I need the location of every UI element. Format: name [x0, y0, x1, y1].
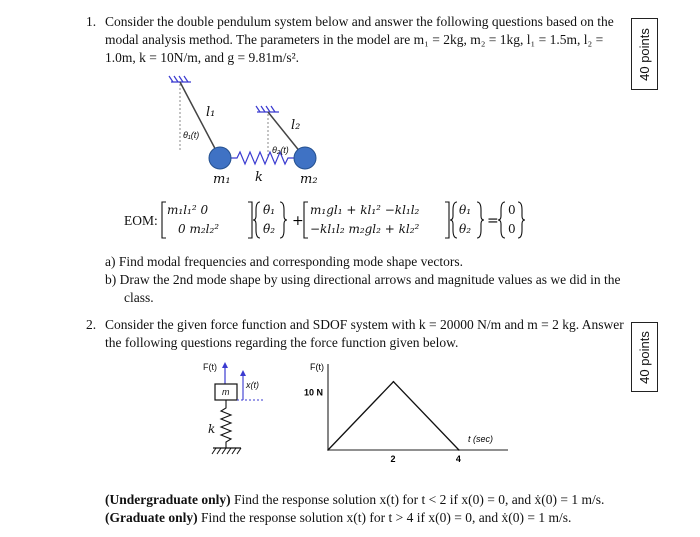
q2-points-label: 40 points	[637, 330, 653, 384]
q2-text-line1: Consider the given force function and SDOF system with k = 20000 N/m and m = 2 kg. Answer	[105, 317, 624, 332]
sdof-system-figure	[195, 360, 275, 470]
chart-point	[393, 381, 395, 383]
stiffness-matrix-row1: m₁gl₁ + kl₁² −kl₁l₂	[310, 203, 420, 217]
label-k: k	[255, 170, 263, 185]
rod1	[180, 82, 220, 158]
sdof-spring	[221, 400, 231, 448]
q2-grad-tag: (Graduate only)	[105, 510, 198, 525]
chart-x-tick: 4	[455, 454, 461, 464]
mass-matrix-row1: m₁l₁² 0	[167, 203, 209, 217]
chart-x-tick: 2	[390, 454, 396, 464]
zero-vector-row1: 0	[508, 203, 516, 217]
accel-vector-row1: θ̈₁	[263, 203, 276, 217]
pivot2-hatch	[256, 106, 279, 112]
chart-x-label: t (sec)	[468, 434, 494, 444]
q2-number: 2.	[86, 317, 97, 332]
chart-peak-label: 10 N	[304, 387, 324, 398]
q1-part-b-line2: class.	[124, 290, 154, 305]
pivot1-hatch	[169, 76, 191, 82]
label-m1: m₁	[213, 172, 231, 187]
q1-text-line3: 1.0m, k = 10N/m, and g = 9.81m/s².	[105, 50, 300, 65]
label-m2: m₂	[300, 172, 318, 187]
mass2-ball	[294, 147, 316, 169]
label-l2: l₂	[291, 118, 301, 133]
q1-text-line2: modal analysis method. The parameters in the model are m₁ = 2kg, m₂ = 1kg, l₁ = 1.5m, l₂ =	[105, 32, 604, 47]
zero-vector-row2: 0	[508, 222, 516, 236]
eom-label: EOM:	[124, 213, 158, 228]
q1-points-label: 40 points	[637, 27, 653, 81]
q1-number: 1.	[86, 14, 97, 29]
chart-point	[458, 449, 460, 451]
q2-undergrad-line	[105, 492, 604, 508]
q1-part-b-line1: b) Draw the 2nd mode shape by using directional arrows and magnitude values as we did in the	[105, 272, 621, 287]
disp-vector-row1: θ₁	[459, 203, 472, 217]
chart-force-line	[328, 382, 459, 450]
q1-text-line1: Consider the double pendulum system below and answer the following questions based on the	[105, 14, 614, 29]
mass1-ball	[209, 147, 231, 169]
label-theta1: θ₁(t)	[183, 130, 200, 140]
sdof-force-label: F(t)	[203, 362, 217, 372]
svg-text:+: +	[292, 213, 304, 229]
q2-points-box	[631, 322, 658, 392]
accel-vector-row2: θ̈₂	[263, 222, 276, 236]
q2-undergrad-text: Find the response solution x(t) for t < 2 if x(0) = 0, and ẋ(0) = 1 m/s.	[230, 492, 605, 507]
force-chart	[300, 358, 520, 473]
chart-y-label: F(t)	[310, 362, 324, 372]
sdof-mass-label: m	[222, 387, 230, 397]
stiffness-matrix-row2: −kl₁l₂ m₂gl₂ + kl₂²	[310, 222, 420, 236]
sdof-k-label: k	[208, 422, 216, 436]
label-l1: l₁	[206, 105, 216, 120]
q2-grad-line	[105, 510, 571, 526]
disp-vector-row2: θ₂	[459, 222, 472, 236]
mass-matrix-row2: 0 m₂l₂²	[178, 222, 220, 236]
q1-part-a: a) Find modal frequencies and corresponding mode shape vectors.	[105, 254, 464, 269]
label-theta2: θ₂(t)	[272, 145, 289, 155]
svg-text:=: =	[487, 213, 499, 229]
q2-grad-text: Find the response solution x(t) for t > 4 if x(0) = 0, and ẋ(0) = 1 m/s.	[197, 510, 572, 525]
sdof-x-label: x(t)	[246, 380, 259, 390]
chart-point	[327, 449, 329, 451]
q2-undergrad-tag: (Undergraduate only)	[105, 492, 231, 507]
q1-points-box	[631, 18, 658, 90]
q2-text-line2: the following questions regarding the force function given below.	[105, 335, 459, 350]
